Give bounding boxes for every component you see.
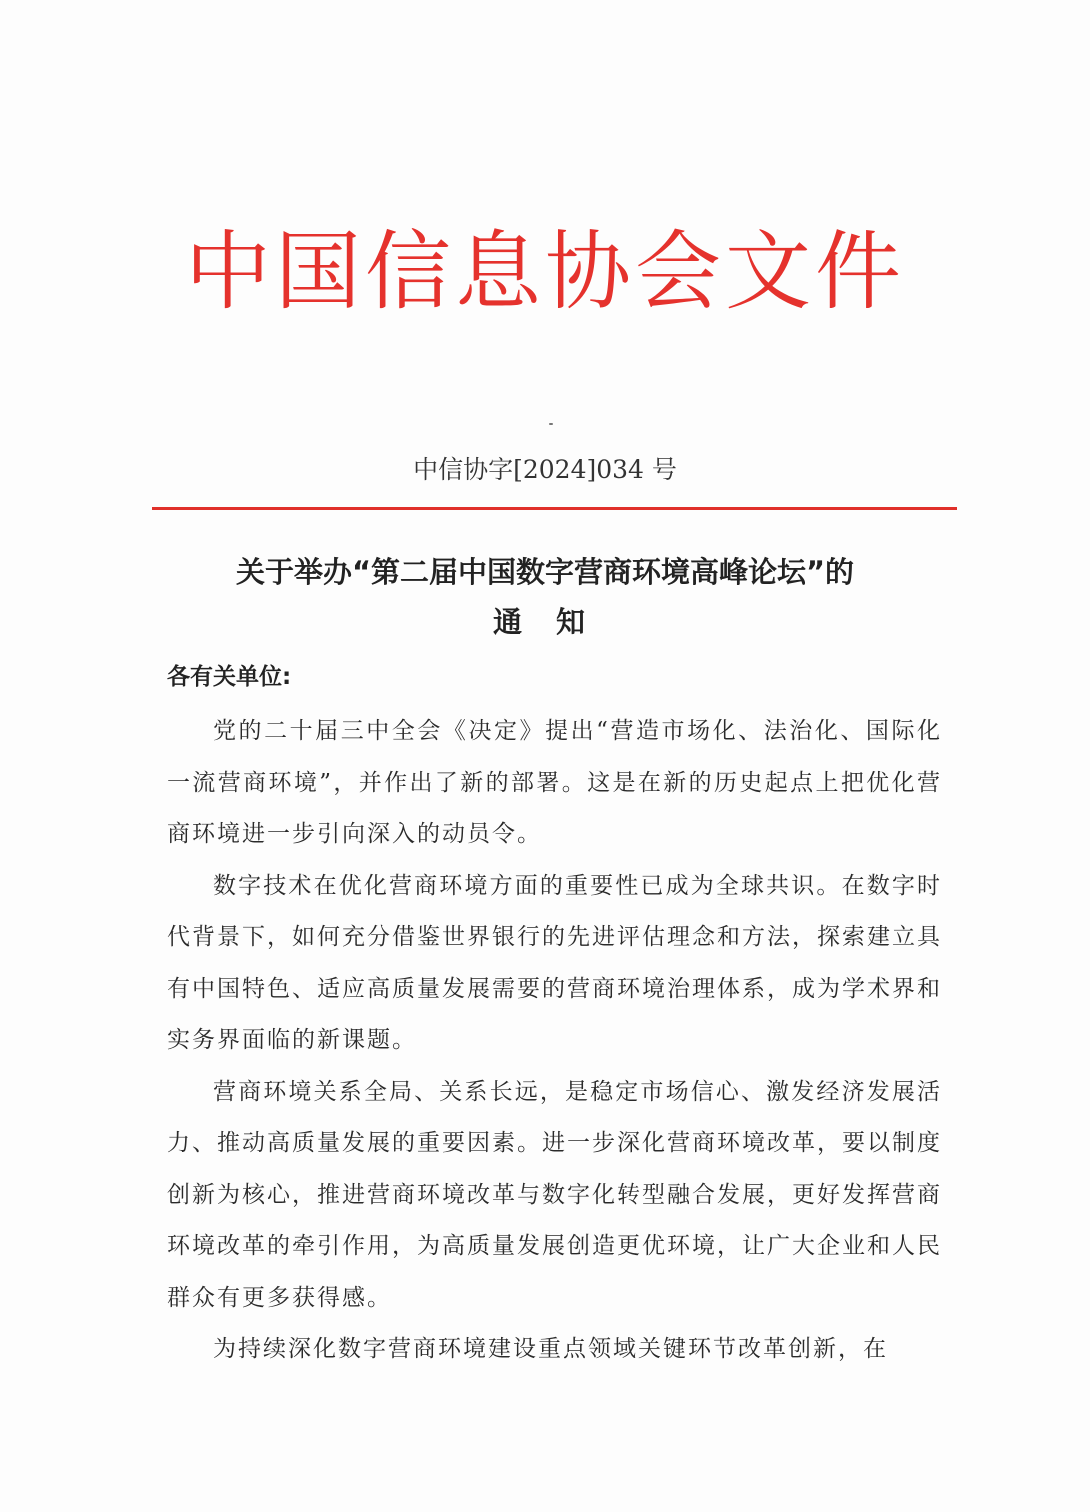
body-paragraph: 数字技术在优化营商环境方面的重要性已成为全球共识。在数字时代背景下，如何充分借鉴世界银行的先进评估理念和方法，探索建立具有中国特色、适应高质量发展需要的营商环境治理体系，成为学术界和实务界面临的新课题。	[167, 872, 942, 1053]
notice-title-line1: 关于举办“第二届中国数字营商环境高峰论坛”的	[235, 555, 855, 589]
red-divider-line	[152, 507, 957, 510]
body-paragraph: 营商环境关系全局、关系长远，是稳定市场信心、激发经济发展活力、推动高质量发展的重要因素。进一步深化营商环境改革，要以制度创新为核心，推进营商环境改革与数字化转型融合发展，更好发挥营商环境改革的牵引作用，为高质量发展创造更优环境，让广大企业和人民群众有更多获得感。	[167, 1078, 942, 1311]
salutation: 各有关单位:	[167, 664, 292, 690]
document-number: 中信协字[2024]034 号	[413, 455, 677, 484]
scan-speck	[549, 423, 553, 425]
document-header-title: 中国信息协会文件	[185, 222, 905, 322]
notice-title-line2: 通 知	[492, 605, 598, 639]
document-body	[167, 706, 942, 1376]
body-paragraph: 为持续深化数字营商环境建设重点领域关键环节改革创新，在	[213, 1336, 888, 1362]
body-paragraph: 党的二十届三中全会《决定》提出“营造市场化、法治化、国际化一流营商环境”，并作出了新的部署。这是在新的历史起点上把优化营商环境进一步引向深入的动员令。	[167, 718, 942, 847]
